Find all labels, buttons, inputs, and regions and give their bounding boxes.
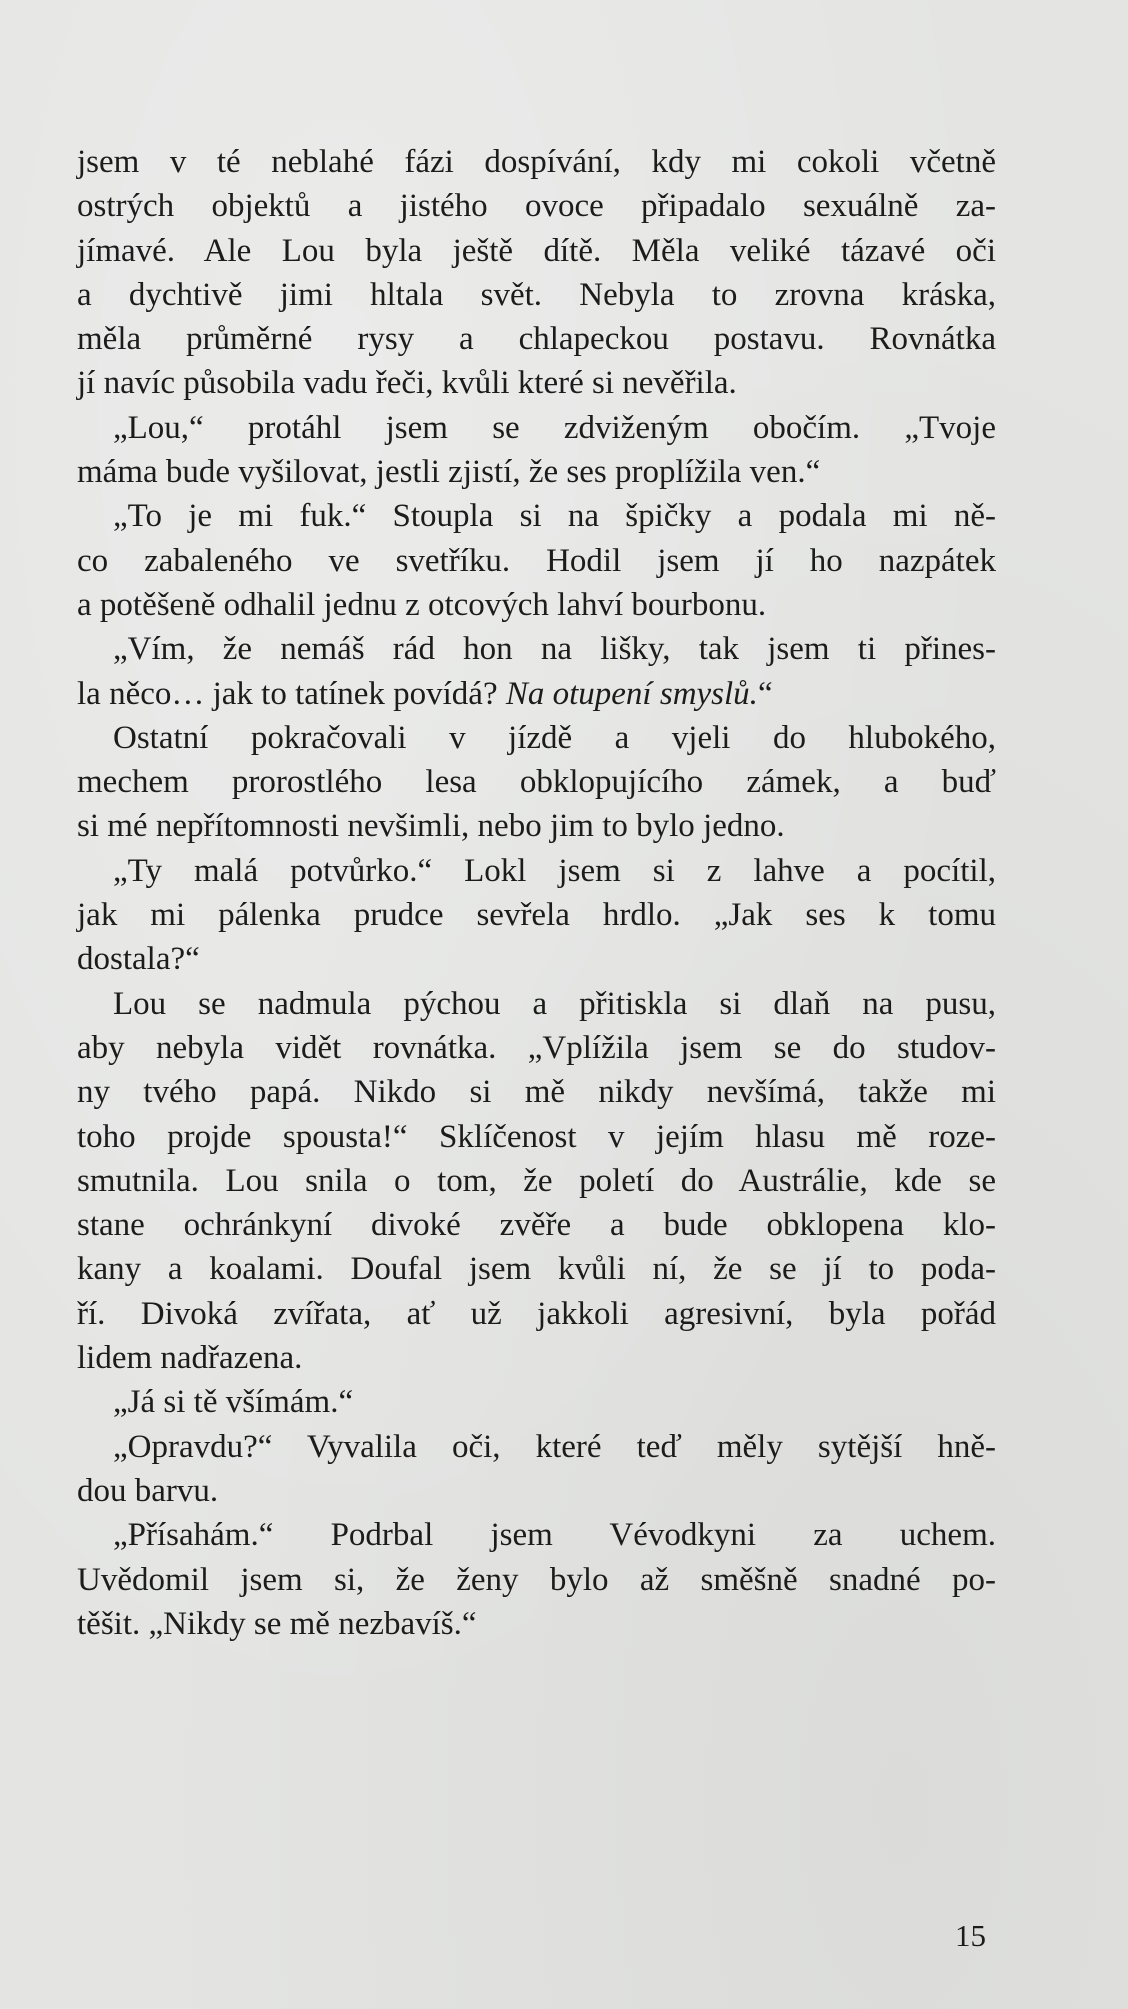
text-line	[77, 273, 996, 317]
text-line	[77, 1115, 996, 1159]
text-line	[77, 1380, 996, 1424]
italic-phrase: Na otupení smyslů.	[505, 675, 758, 712]
closing-quote: “	[757, 675, 773, 712]
text-line-content: mechem prorostlého lesa obklopujícího zámek, a buď	[77, 764, 996, 801]
text-line-content: máma bude vyšilovat, jestli zjistí, že ses proplížila ven.“	[77, 454, 821, 491]
text-line	[77, 982, 996, 1026]
text-line	[77, 450, 996, 494]
text-line	[77, 1469, 996, 1513]
text-line-content: smutnila. Lou snila o tom, že poletí do Austrálie, kde se	[77, 1162, 996, 1199]
text-line-content: ny tvého papá. Nikdo si mě nikdy nevšímá, takže mi	[77, 1074, 996, 1111]
text-line	[77, 1159, 996, 1203]
text-line	[77, 539, 996, 583]
text-line	[77, 1247, 996, 1291]
text-line-content: ostrých objektů a jistého ovoce připadalo sexuálně za-	[77, 188, 996, 225]
text-line	[77, 716, 996, 760]
text-line-content: kany a koalami. Doufal jsem kvůli ní, že se jí to poda-	[77, 1251, 996, 1288]
text-line-content: stane ochránkyní divoké zvěře a bude obklopena klo-	[77, 1207, 996, 1244]
text-line	[77, 937, 996, 981]
text-line-content: Lou se nadmula pýchou a přitiskla si dlaň na pusu,	[113, 985, 996, 1022]
text-line	[77, 893, 996, 937]
text-line	[77, 627, 996, 671]
text-line	[77, 317, 996, 361]
body-text	[77, 140, 996, 1646]
text-line-content: těšit. „Nikdy se mě nezbavíš.“	[77, 1605, 477, 1642]
text-line-content: toho projde spousta!“ Sklíčenost v jejím hlasu mě roze-	[77, 1118, 996, 1155]
page-number: 15	[955, 1918, 986, 1953]
text-line-content: jímavé. Ale Lou byla ještě dítě. Měla veliké tázavé oči	[77, 232, 996, 269]
text-line-content: aby nebyla vidět rovnátka. „Vplížila jsem se do studov-	[77, 1029, 996, 1066]
text-line	[77, 804, 996, 848]
text-line	[77, 760, 996, 804]
text-line	[77, 1292, 996, 1336]
text-line-content: si mé nepřítomnosti nevšimli, nebo jim to bylo jedno.	[77, 808, 785, 845]
text-line	[77, 849, 996, 893]
text-line-content: a potěšeně odhalil jednu z otcových lahví bourbonu.	[77, 586, 767, 623]
text-line	[77, 184, 996, 228]
text-line-content: „Lou,“ protáhl jsem se zdviženým obočím. „Tvoje	[113, 409, 996, 446]
text-line	[77, 229, 996, 273]
text-line-content: Uvědomil jsem si, že ženy bylo až směšně snadné po-	[77, 1561, 996, 1598]
text-line	[77, 1602, 996, 1646]
text-line-content: jsem v té neblahé fázi dospívání, kdy mi cokoli včetně	[77, 144, 996, 180]
text-line-content: co zabaleného ve svetříku. Hodil jsem jí ho nazpátek	[77, 542, 996, 579]
text-line	[77, 1336, 996, 1380]
text-line	[77, 672, 996, 716]
text-line	[77, 1070, 996, 1114]
text-line	[77, 1558, 996, 1602]
text-line-content: „Přísahám.“ Podrbal jsem Vévodkyni za uchem.	[113, 1517, 996, 1554]
text-line-content: „Opravdu?“ Vyvalila oči, které teď měly sytější hně-	[113, 1428, 996, 1465]
text-line	[77, 140, 996, 184]
text-line	[77, 494, 996, 538]
text-line-content: „To je mi fuk.“ Stoupla si na špičky a podala mi ně-	[113, 498, 996, 535]
text-line	[77, 361, 996, 405]
text-line-content: jí navíc působila vadu řeči, kvůli které si nevěřila.	[77, 365, 737, 402]
text-line-content: ří. Divoká zvířata, ať už jakkoli agresivní, byla pořád	[77, 1295, 996, 1332]
text-line-content: „Ty malá potvůrko.“ Lokl jsem si z lahve a pocítil,	[113, 852, 996, 889]
text-line	[77, 1026, 996, 1070]
text-line	[77, 406, 996, 450]
text-line-content: jak mi pálenka prudce sevřela hrdlo. „Jak ses k tomu	[77, 897, 996, 934]
text-line	[77, 583, 996, 627]
text-line-content: dou barvu.	[77, 1472, 219, 1509]
text-line-content: „Já si tě všímám.“	[113, 1384, 354, 1421]
text-line	[77, 1513, 996, 1557]
text-line	[77, 1203, 996, 1247]
text-line-content: a dychtivě jimi hltala svět. Nebyla to zrovna kráska,	[77, 276, 996, 313]
text-line	[77, 1425, 996, 1469]
text-line-content: „Vím, že nemáš rád hon na lišky, tak jsem ti přines-	[113, 631, 996, 668]
text-line-content: dostala?“	[77, 941, 200, 978]
text-line-content: la něco… jak to tatínek povídá?	[77, 675, 506, 712]
text-line-content: měla průměrné rysy a chlapeckou postavu. Rovnátka	[77, 321, 996, 358]
text-line-content: lidem nadřazena.	[77, 1340, 303, 1377]
text-line-content: Ostatní pokračovali v jízdě a vjeli do hlubokého,	[113, 719, 996, 756]
